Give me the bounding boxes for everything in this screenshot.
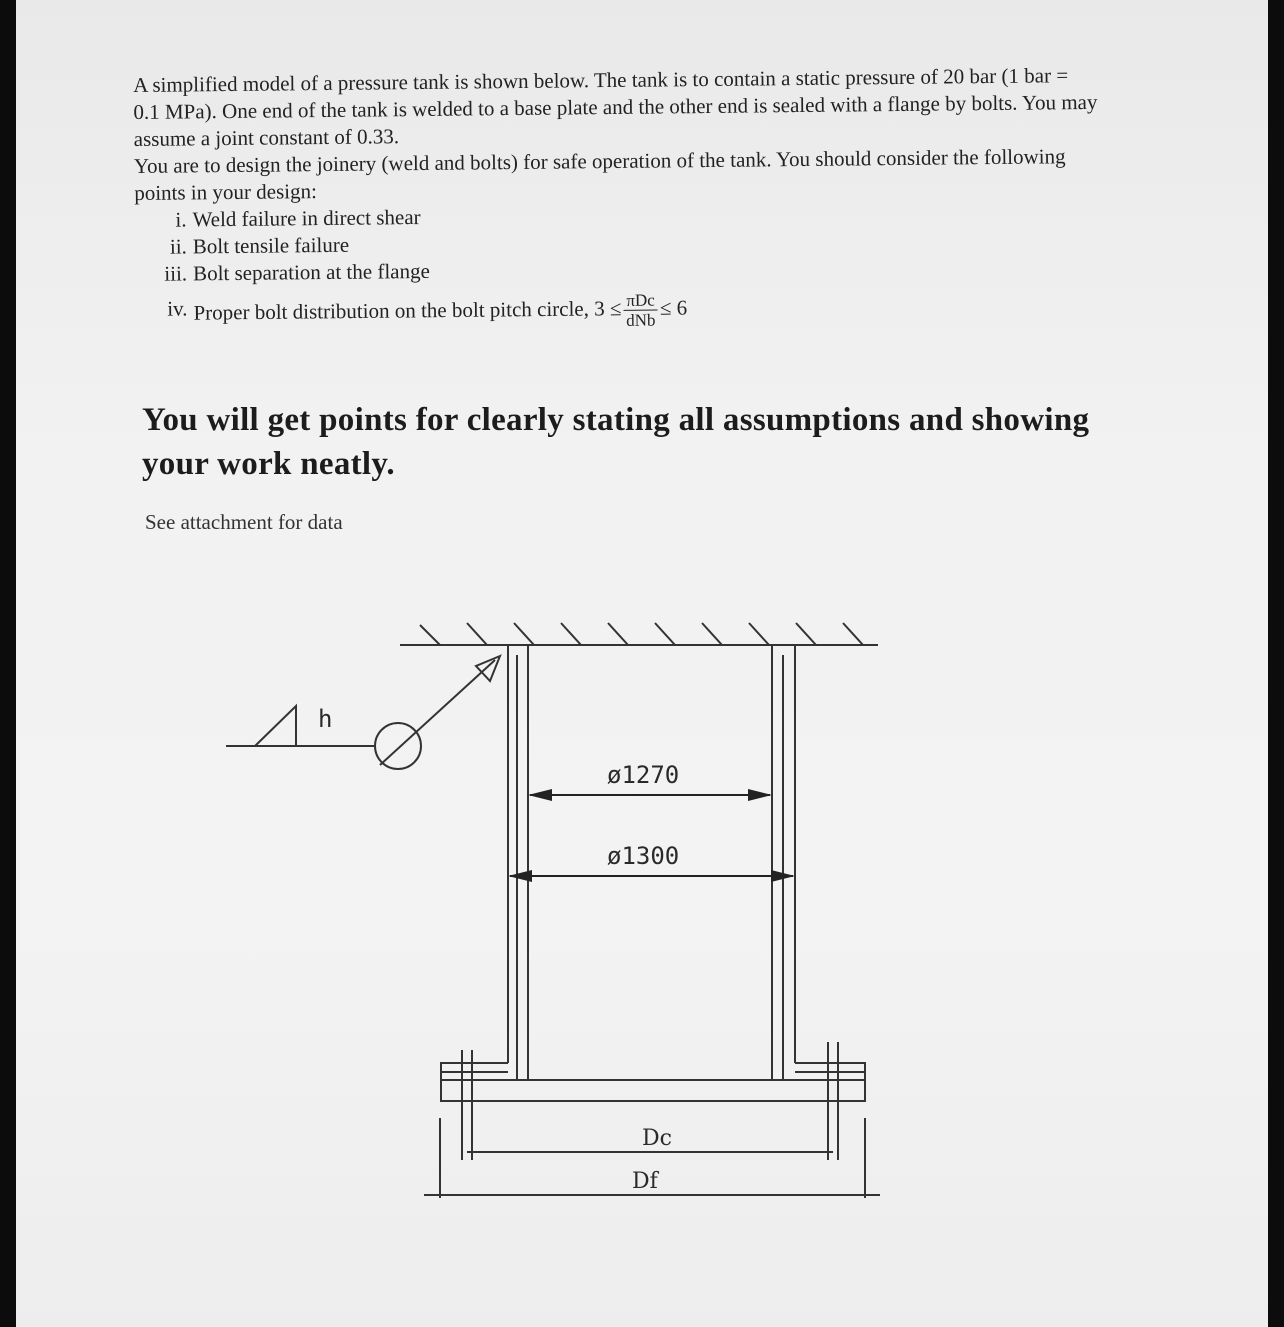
flange-plate [441,1063,865,1101]
bolt-circle-label: Dc [642,1126,672,1151]
weld-size-label: h [318,705,333,733]
list-item-number: iv. [167,296,188,321]
list-item-text: Bolt tensile failure [192,232,350,259]
inner-diameter-label: ø1270 [607,761,680,789]
left-bolt [462,1050,472,1160]
list-item-text: Bolt separation at the flange [192,258,430,286]
list-item-number: i. [175,207,187,232]
list-item-text: Proper bolt distribution on the bolt pitch circle, [193,296,590,325]
outer-diameter-label: ø1300 [607,842,680,870]
ground-hatching [420,623,863,645]
weld-arrow-line [380,660,495,765]
problem-intro: A simplified model of a pressure tank is shown below. The tank is to contain a static pressure of 20 bar (1 bar = 0.1 MPa). One end of the tank is welded to a base plate and the other end is sealed with a flange by bolts. You may assume a joint constant of 0.33. [133,63,1098,151]
tank-right-wall [772,645,795,1080]
fraction-numerator: πDc [623,291,658,311]
list-item-text: Weld failure in direct shear [192,204,421,232]
weld-arrow-head [476,656,500,681]
tank-left-wall [508,645,528,1080]
list-item-number: iii. [164,261,188,286]
problem-task: You are to design the joinery (weld and bolts) for safe operation of the tank. You should consider the following points in your design: [133,144,1066,205]
fillet-weld-triangle [255,706,296,746]
fraction-denominator: dNb [626,310,656,330]
inequality-lower: 3 ≤ [594,296,622,321]
inequality-upper: ≤ 6 [659,295,688,320]
attachment-note: See attachment for data [145,510,343,534]
assumptions-note: You will get points for clearly stating all assumptions and showing your work neatly. [142,402,1090,482]
list-item-number: ii. [169,234,187,259]
flange-diameter-label: Df [632,1169,658,1194]
